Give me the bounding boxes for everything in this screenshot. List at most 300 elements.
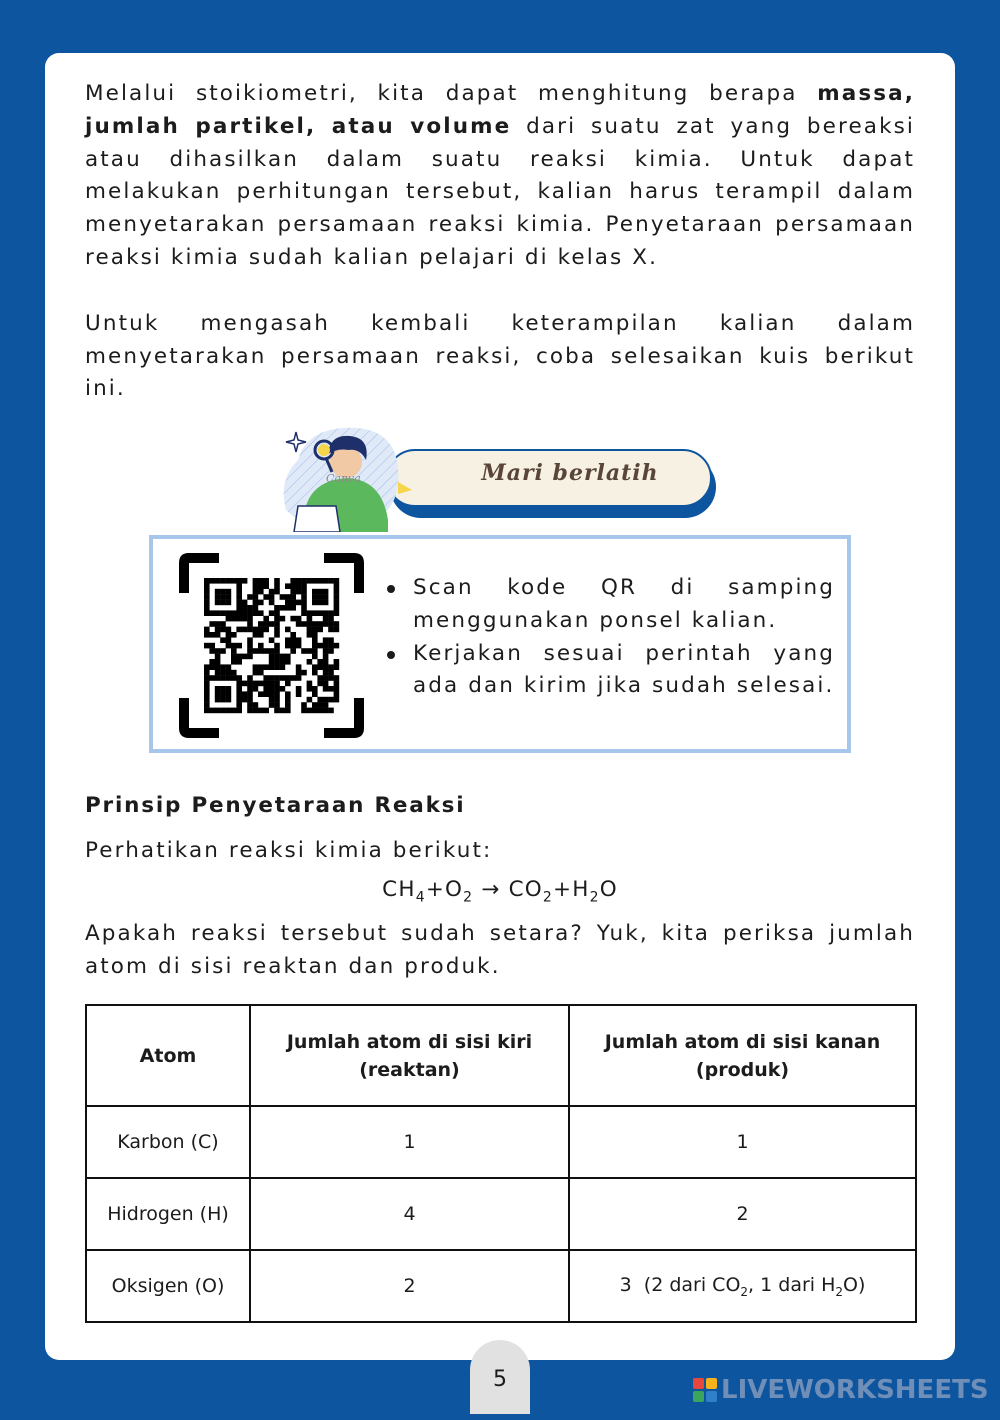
page-number: 5 [470, 1340, 530, 1414]
qr-module [204, 681, 210, 687]
qr-module [312, 670, 318, 676]
qr-module [236, 702, 242, 708]
qr-module [242, 681, 248, 687]
qr-module [236, 594, 242, 600]
qr-module [247, 605, 253, 611]
qr-module [317, 664, 323, 670]
qr-module [269, 681, 275, 687]
qr-module [253, 632, 259, 638]
table-cell: Karbon (C) [86, 1106, 250, 1178]
liveworksheets-logo-icon [693, 1378, 717, 1402]
qr-module [280, 654, 286, 660]
qr-module [247, 637, 253, 643]
bold-phrase: massa, jumlah partikel, atau volume [85, 81, 915, 139]
instruction-item: Kerjakan sesuai perintah yang ada dan kirim jika sudah selesai. [383, 638, 835, 704]
qr-module [231, 675, 237, 681]
practice-banner [278, 420, 728, 532]
qr-module [269, 702, 275, 708]
qr-module [269, 675, 275, 681]
qr-module [328, 648, 334, 654]
qr-module [247, 708, 253, 714]
qr-module [253, 627, 259, 633]
qr-module [312, 632, 318, 638]
qr-module [204, 600, 210, 606]
qr-module [307, 659, 313, 665]
qr-module [204, 643, 210, 649]
qr-module [317, 621, 323, 627]
qr-module [285, 600, 291, 606]
qr-module [236, 686, 242, 692]
qr-module [263, 675, 269, 681]
qr-module [226, 708, 232, 714]
qr-module [247, 648, 253, 654]
qr-module [226, 637, 232, 643]
qr-module [312, 654, 318, 660]
qr-module [253, 681, 259, 687]
qr-module [323, 578, 329, 584]
liveworksheets-brand[interactable] [693, 1372, 989, 1408]
qr-module [334, 583, 340, 589]
qr-module [323, 681, 329, 687]
qr-module [312, 691, 318, 697]
qr-module [263, 691, 269, 697]
qr-module [242, 691, 248, 697]
table-row [86, 1178, 916, 1250]
qr-module [253, 670, 259, 676]
qr-module [274, 627, 280, 633]
banner-label: Mari berlatih [481, 460, 659, 486]
qr-module [285, 594, 291, 600]
qr-module [204, 627, 210, 633]
qr-module [328, 627, 334, 633]
qr-module [215, 610, 221, 616]
qr-module [317, 594, 323, 600]
qr-module [236, 600, 242, 606]
qr-module [296, 637, 302, 643]
qr-module [231, 670, 237, 676]
qr-module [328, 675, 334, 681]
qr-module [285, 654, 291, 660]
qr-module [312, 627, 318, 633]
qr-module [323, 659, 329, 665]
table-header: Jumlah atom di sisi kanan (produk) [569, 1005, 916, 1106]
qr-module [323, 616, 329, 622]
qr-module [323, 610, 329, 616]
qr-module [290, 637, 296, 643]
qr-module [215, 578, 221, 584]
qr-module [301, 605, 307, 611]
qr-module [317, 589, 323, 595]
qr-module [285, 643, 291, 649]
qr-module [220, 648, 226, 654]
qr-module [215, 600, 221, 606]
qr-module [274, 659, 280, 665]
canva-watermark: Canva [326, 472, 361, 485]
qr-module [334, 594, 340, 600]
qr-module [236, 681, 242, 687]
qr-module [220, 610, 226, 616]
qr-module [215, 697, 221, 703]
qr-module [236, 589, 242, 595]
qr-module [285, 681, 291, 687]
qr-module [274, 664, 280, 670]
qr-module [323, 600, 329, 606]
qr-module [323, 664, 329, 670]
qr-module [253, 589, 259, 595]
qr-module [317, 627, 323, 633]
qr-module [204, 708, 210, 714]
qr-module [263, 627, 269, 633]
qr-module [204, 702, 210, 708]
qr-module [247, 686, 253, 692]
qr-module [301, 610, 307, 616]
qr-module [215, 675, 221, 681]
qr-module [263, 664, 269, 670]
qr-module [226, 594, 232, 600]
qr-module [258, 589, 264, 595]
qr-module [280, 675, 286, 681]
qr-module [301, 600, 307, 606]
qr-instructions [383, 572, 835, 703]
qr-module [226, 632, 232, 638]
qr-module [258, 632, 264, 638]
table-cell: 3 (2 dari $CO_2$, 1 dari $H_2O$) [569, 1250, 916, 1322]
qr-module [263, 616, 269, 622]
qr-module [215, 686, 221, 692]
qr-module [258, 664, 264, 670]
qr-module [301, 594, 307, 600]
qr-module [215, 659, 221, 665]
qr-module [253, 578, 259, 584]
qr-module [215, 632, 221, 638]
brand-name: LIVEWORKSHEETS [721, 1375, 989, 1405]
qr-module [290, 578, 296, 584]
table-cell: 2 [569, 1178, 916, 1250]
qr-module [258, 578, 264, 584]
qr-code-image[interactable] [179, 553, 364, 738]
qr-module [328, 686, 334, 692]
qr-module [296, 664, 302, 670]
qr-module [285, 605, 291, 611]
qr-module [285, 691, 291, 697]
qr-module [263, 708, 269, 714]
qr-module [334, 675, 340, 681]
qr-module [242, 697, 248, 703]
qr-module [209, 610, 215, 616]
qr-module [312, 589, 318, 595]
qr-module [274, 621, 280, 627]
qr-module [296, 589, 302, 595]
qr-module [334, 643, 340, 649]
qr-module [328, 664, 334, 670]
qr-module [323, 708, 329, 714]
qr-module [236, 610, 242, 616]
qr-module [323, 675, 329, 681]
qr-module [231, 610, 237, 616]
qr-module [253, 702, 259, 708]
qr-module [220, 621, 226, 627]
qr-module [209, 664, 215, 670]
qr-module [307, 697, 313, 703]
qr-module [209, 578, 215, 584]
qr-module [263, 648, 269, 654]
qr-module [204, 589, 210, 595]
qr-module [307, 616, 313, 622]
qr-module [328, 697, 334, 703]
qr-module [215, 708, 221, 714]
qr-module [204, 632, 210, 638]
qr-module [323, 621, 329, 627]
qr-module [296, 616, 302, 622]
qr-module [215, 589, 221, 595]
qr-module [220, 627, 226, 633]
qr-module [215, 664, 221, 670]
qr-module [258, 708, 264, 714]
main-content [85, 78, 915, 406]
logo-tile [706, 1391, 717, 1402]
qr-module [247, 697, 253, 703]
qr-module [220, 589, 226, 595]
qr-module [290, 589, 296, 595]
table-header-row [86, 1005, 916, 1106]
qr-module [269, 697, 275, 703]
qr-module [226, 691, 232, 697]
table-cell: 4 [250, 1178, 569, 1250]
qr-module [328, 643, 334, 649]
qr-module [274, 616, 280, 622]
qr-module [269, 686, 275, 692]
qr-module [312, 708, 318, 714]
qr-module [307, 627, 313, 633]
qr-module [236, 691, 242, 697]
qr-module [247, 643, 253, 649]
qr-module [204, 686, 210, 692]
qr-module [285, 659, 291, 665]
qr-module [269, 654, 275, 660]
qr-module [334, 621, 340, 627]
qr-module [209, 708, 215, 714]
qr-module [236, 675, 242, 681]
qr-module [334, 664, 340, 670]
qr-module [209, 621, 215, 627]
qr-module [215, 648, 221, 654]
qr-module [317, 578, 323, 584]
qr-module [296, 675, 302, 681]
qr-module [236, 659, 242, 665]
qr-module [328, 578, 334, 584]
qr-module [258, 648, 264, 654]
qr-module [274, 708, 280, 714]
table-row [86, 1106, 916, 1178]
qr-module [231, 654, 237, 660]
table-cell: Hidrogen (H) [86, 1178, 250, 1250]
qr-module [236, 616, 242, 622]
qr-module [242, 654, 248, 660]
qr-module [274, 702, 280, 708]
qr-module [323, 654, 329, 660]
qr-module [274, 643, 280, 649]
qr-module [280, 659, 286, 665]
qr-module [247, 594, 253, 600]
qr-module [301, 670, 307, 676]
qr-module [220, 664, 226, 670]
qr-module [209, 632, 215, 638]
qr-module [274, 632, 280, 638]
qr-module [263, 681, 269, 687]
qr-module [226, 627, 232, 633]
qr-module [269, 637, 275, 643]
qr-module [253, 600, 259, 606]
qr-module [269, 648, 275, 654]
qr-module [280, 686, 286, 692]
qr-module [258, 610, 264, 616]
qr-module [204, 594, 210, 600]
qr-module [290, 583, 296, 589]
student-illustration [278, 420, 418, 532]
qr-module [307, 648, 313, 654]
logo-tile [706, 1378, 717, 1389]
table-cell: 2 [250, 1250, 569, 1322]
qr-module [317, 708, 323, 714]
section-heading: Prinsip Penyetaraan Reaksi [85, 793, 466, 818]
qr-module [312, 664, 318, 670]
qr-module [334, 686, 340, 692]
qr-module [231, 659, 237, 665]
table-row [86, 1250, 916, 1322]
qr-module [307, 610, 313, 616]
qr-module [226, 578, 232, 584]
qr-module [323, 697, 329, 703]
qr-module [312, 648, 318, 654]
qr-module [226, 616, 232, 622]
qr-module [334, 681, 340, 687]
qr-module [226, 670, 232, 676]
table-cell: 1 [569, 1106, 916, 1178]
qr-module [215, 627, 221, 633]
qr-module [296, 686, 302, 692]
qr-module [307, 681, 313, 687]
qr-module [242, 627, 248, 633]
qr-module [334, 610, 340, 616]
qr-module [226, 675, 232, 681]
qr-module [204, 670, 210, 676]
intro-paragraph: Melalui stoikiometri, kita dapat menghitung berapa massa, jumlah partikel, atau volume dari suatu zat yang bereaksi atau dihasilkan dalam suatu reaksi kimia. Untuk dapat melakukan perhitungan tersebut, kalian harus terampil dalam menyetarakan persamaan reaksi kimia. Penyetaraan persamaan reaksi kimia sudah kalian pelajari di kelas X. [85, 81, 915, 270]
qr-module [312, 637, 318, 643]
qr-module [247, 681, 253, 687]
qr-module [296, 578, 302, 584]
qr-module [285, 702, 291, 708]
section-intro: Perhatikan reaksi kimia berikut: [85, 838, 493, 863]
qr-module [242, 605, 248, 611]
qr-module [220, 691, 226, 697]
qr-module [253, 583, 259, 589]
qr-module [204, 697, 210, 703]
qr-module [220, 637, 226, 643]
qr-module [247, 654, 253, 660]
qr-module [285, 708, 291, 714]
qr-module [328, 610, 334, 616]
qr-module [215, 594, 221, 600]
qr-module [247, 616, 253, 622]
qr-module [263, 583, 269, 589]
qr-module [323, 702, 329, 708]
qr-module [258, 627, 264, 633]
qr-module [215, 691, 221, 697]
qr-module [274, 654, 280, 660]
qr-module [231, 643, 237, 649]
qr-module [307, 621, 313, 627]
qr-module [269, 664, 275, 670]
qr-module [274, 589, 280, 595]
qr-module [274, 691, 280, 697]
qr-module [317, 702, 323, 708]
qr-module [312, 610, 318, 616]
qr-module [236, 605, 242, 611]
qr-module [312, 702, 318, 708]
qr-module [301, 702, 307, 708]
qr-module [317, 643, 323, 649]
qr-module [209, 643, 215, 649]
qr-module [328, 637, 334, 643]
qr-module [258, 643, 264, 649]
table-header: Atom [86, 1005, 250, 1106]
qr-code[interactable] [179, 553, 364, 738]
qr-module [269, 600, 275, 606]
qr-module [215, 670, 221, 676]
qr-module [242, 578, 248, 584]
qr-module [247, 691, 253, 697]
qr-module [263, 578, 269, 584]
qr-module [334, 697, 340, 703]
qr-module [317, 659, 323, 665]
qr-module [307, 686, 313, 692]
qr-module [253, 610, 259, 616]
qr-module [220, 600, 226, 606]
qr-module [328, 616, 334, 622]
qr-module [317, 675, 323, 681]
qr-module [226, 697, 232, 703]
qr-module [290, 643, 296, 649]
qr-module [236, 578, 242, 584]
qr-module [301, 583, 307, 589]
qr-module [226, 643, 232, 649]
qr-module [269, 691, 275, 697]
qr-module [296, 670, 302, 676]
qr-module [263, 621, 269, 627]
qr-module [253, 708, 259, 714]
qr-module [253, 648, 259, 654]
qr-module [290, 632, 296, 638]
qr-module [247, 610, 253, 616]
qr-module [247, 702, 253, 708]
qr-module [301, 578, 307, 584]
qr-module [274, 605, 280, 611]
qr-module [226, 589, 232, 595]
qr-module [280, 616, 286, 622]
qr-module [301, 648, 307, 654]
qr-module [204, 675, 210, 681]
qr-module [285, 637, 291, 643]
instruction-item: Scan kode QR di samping menggunakan ponsel kalian. [383, 572, 835, 638]
table-cell: 1 [250, 1106, 569, 1178]
qr-module [296, 643, 302, 649]
qr-module [253, 686, 259, 692]
qr-module [334, 589, 340, 595]
atom-count-table [85, 1004, 917, 1323]
qr-module [334, 600, 340, 606]
qr-module [312, 621, 318, 627]
qr-module [204, 578, 210, 584]
